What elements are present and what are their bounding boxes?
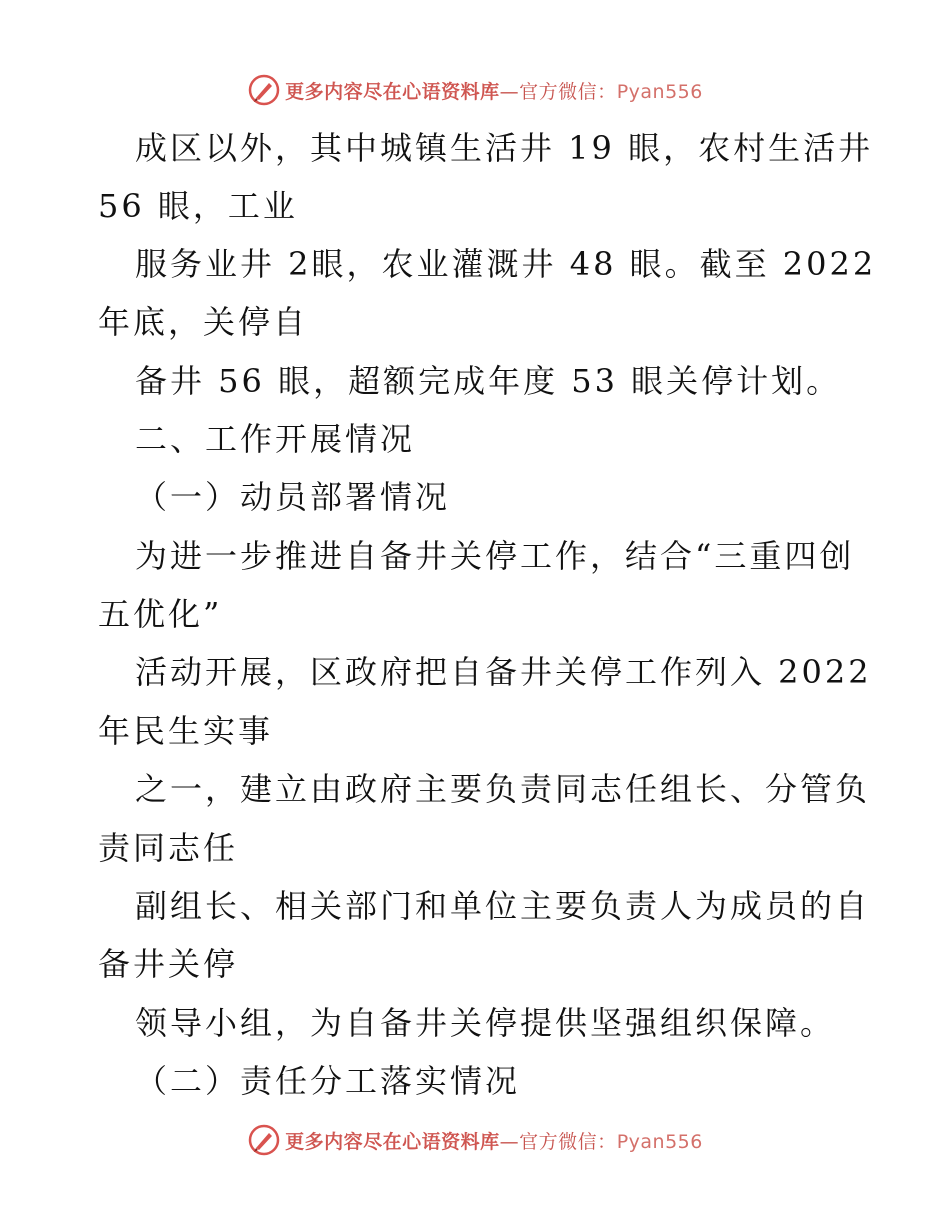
text-line: 五优化” <box>98 595 223 633</box>
text-line: 责同志任 <box>98 829 239 867</box>
text-line: 为进一步推进自备井关停工作，结合“三重四创 <box>135 537 855 575</box>
footer-banner <box>0 1120 950 1160</box>
text-line: 年底，关停自 <box>98 303 309 341</box>
text-line: 56 眼，工业 <box>98 187 298 225</box>
pen-logo-icon <box>247 1123 281 1157</box>
text-line: 服务业井 2眼，农业灌溉井 48 眼。截至 2022 <box>135 245 877 283</box>
banner-wechat-label: —官方微信： <box>499 1130 617 1153</box>
subsection-heading: （二）责任分工落实情况 <box>135 1062 521 1100</box>
text-line: 活动开展，区政府把自备井关停工作列入 2022 <box>135 653 872 691</box>
text-line: 备井关停 <box>98 945 239 983</box>
text-line: 年民生实事 <box>98 712 274 750</box>
text-line: 副组长、相关部门和单位主要负责人为成员的自 <box>135 887 871 925</box>
banner-text <box>285 77 703 104</box>
text-line: 成区以外，其中城镇生活井 19 眼，农村生活井 <box>135 129 874 167</box>
banner-wechat-id: Pyan556 <box>616 80 703 103</box>
banner-wechat-id: Pyan556 <box>616 1130 703 1153</box>
header-banner <box>0 70 950 110</box>
subsection-heading: （一）动员部署情况 <box>135 478 451 516</box>
text-line: 领导小组，为自备井关停提供坚强组织保障。 <box>135 1004 836 1042</box>
banner-title: 更多内容尽在心语资料库 <box>285 80 500 103</box>
banner-title: 更多内容尽在心语资料库 <box>285 1130 500 1153</box>
pen-logo-icon <box>247 73 281 107</box>
banner-text <box>285 1127 703 1154</box>
banner-wechat-label: —官方微信： <box>499 80 617 103</box>
text-line: 之一，建立由政府主要负责同志任组长、分管负 <box>135 770 871 808</box>
section-heading: 二、工作开展情况 <box>135 420 416 458</box>
text-line: 备井 56 眼，超额完成年度 53 眼关停计划。 <box>135 362 842 400</box>
